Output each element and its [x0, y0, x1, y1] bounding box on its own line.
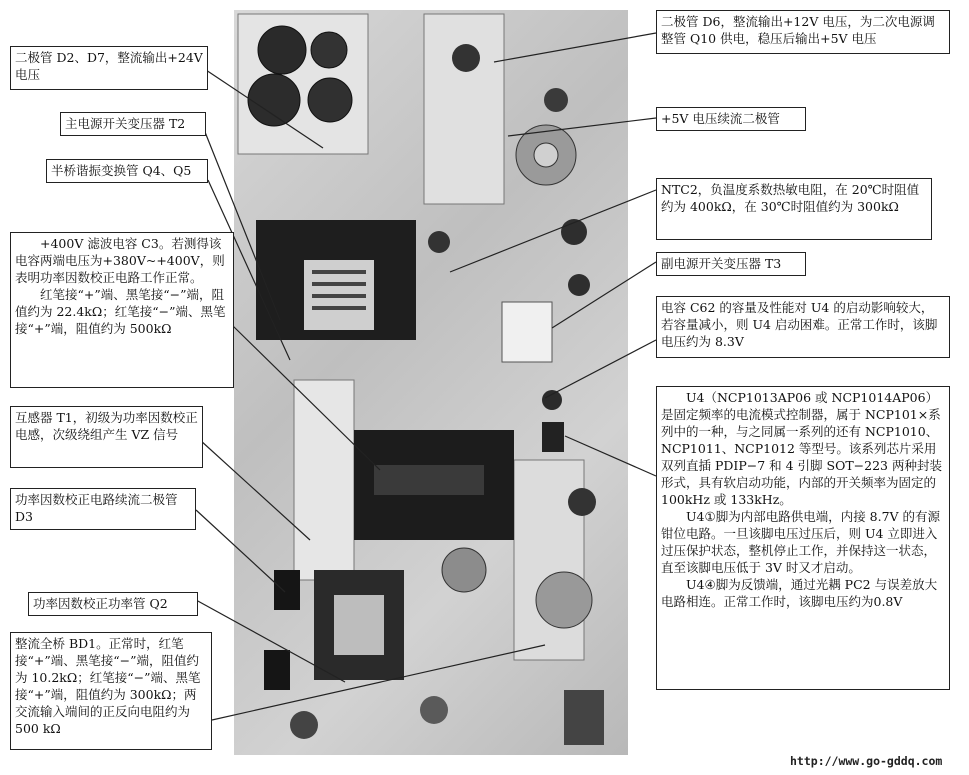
callout-t2-text: 主电源开关变压器 T2: [65, 116, 186, 131]
pcb-components: [234, 10, 628, 755]
callout-d6: [656, 10, 950, 54]
capacitor: [258, 26, 306, 74]
callout-d2-d7-text: 二极管 D2、D7，整流输出+24V 电压: [15, 50, 203, 82]
callout-t1: [10, 406, 203, 468]
callout-bd1: [10, 632, 212, 750]
callout-t3-text: 副电源开关变压器 T3: [661, 256, 782, 271]
callout-t3: [656, 252, 806, 276]
callout-q2-text: 功率因数校正功率管 Q2: [33, 596, 168, 611]
callout-u4: [656, 386, 950, 690]
aux-transformer-t3: [502, 302, 552, 362]
watermark-url: http://www.go-gddq.com: [790, 754, 943, 768]
callout-c3-para2: 红笔接“+”端、黑笔接“−”端，阻值约为 22.4kΩ；红笔接“−”端、黑笔接“+”端，阻值约为 500kΩ: [15, 287, 226, 336]
callout-5v-diode: [656, 107, 806, 131]
pcb-photo: [234, 10, 628, 755]
callout-q2: [28, 592, 198, 616]
callout-d3: [10, 488, 196, 530]
callout-5v-diode-text: +5V 电压续流二极管: [661, 111, 780, 126]
callout-d3-text: 功率因数校正电路续流二极管 D3: [15, 492, 178, 524]
callout-d6-text: 二极管 D6，整流输出+12V 电压，为二次电源调整管 Q10 供电，稳压后输出+5V 电压: [661, 14, 935, 46]
capacitor: [428, 231, 450, 253]
bridge-bd1: [264, 650, 290, 690]
capacitor: [568, 488, 596, 516]
heatsink-right: [514, 460, 584, 660]
callout-ntc2: [656, 178, 932, 240]
callout-c62-text: 电容 C62 的容量及性能对 U4 的启动影响较大，若容量减小，则 U4 启动困难。正常工作时，该脚电压约为 8.3V: [661, 300, 938, 349]
pfc-diode-d3: [274, 570, 300, 610]
capacitor: [452, 44, 480, 72]
callout-u4-para2: U4①脚为内部电路供电端，内接 8.7V 的有源钳位电路。一旦该脚电压过压后，则 U4 立即进入过压保护状态，整机停止工作，并保持这一状态，直至该脚电压低于 3V 时又才启动。: [661, 509, 941, 575]
callout-c3-para1: +400V 滤波电容 C3。若测得该电容两端电压为+380V~+400V，则表明功率因数校正电路工作正常。: [15, 236, 225, 285]
capacitor: [311, 32, 347, 68]
ic-u4: [542, 422, 564, 452]
callout-u4-para3: U4④脚为反馈端，通过光耦 PC2 与误差放大电路相连。正常工作时，该脚电压约为0.8V: [661, 577, 938, 609]
heatsink-top-right: [424, 14, 504, 204]
capacitor: [544, 88, 568, 112]
callout-q4-q5: [46, 159, 208, 183]
capacitor: [568, 274, 590, 296]
callout-t2: [60, 112, 206, 136]
callout-q4-q5-text: 半桥谐振变换管 Q4、Q5: [51, 163, 192, 178]
toroid-choke: [442, 548, 486, 592]
capacitor: [248, 74, 300, 126]
callout-d2-d7: [10, 46, 208, 90]
callout-t1-text: 互感器 T1，初级为功率因数校正电感，次级绕组产生 VZ 信号: [15, 410, 198, 442]
capacitor: [561, 219, 587, 245]
callout-ntc2-text: NTC2，负温度系数热敏电阻，在 20℃时阻值约为 400kΩ，在 30℃时阻值约为 300kΩ: [661, 182, 920, 214]
capacitor: [308, 78, 352, 122]
callout-c62: [656, 296, 950, 358]
toroid-choke: [536, 572, 592, 628]
callout-c3: [10, 232, 234, 388]
heatsink-left: [294, 380, 354, 580]
callout-bd1-text: 整流全桥 BD1。正常时，红笔接“+”端、黑笔接“−”端，阻值约为 10.2kΩ；红笔接“−”端、黑笔接“+”端，阻值约为 300kΩ；两交流输入端间的正反向电阻约为 500 kΩ: [15, 636, 201, 736]
capacitor-c62: [542, 390, 562, 410]
callout-u4-para1: U4（NCP1013AP06 或 NCP1014AP06）是固定频率的电流模式控制器，属于 NCP101×系列中的一种，与之同属一系列的还有 NCP1010、NCP1011、NCP1012 等型号。该系列芯片采用双列直插 PDIP−7 和 4 引脚 SOT−223 两种封装形式，具有软启动功能，内部的开关频率为固定的 100kHz 或 133kHz。: [661, 390, 942, 507]
